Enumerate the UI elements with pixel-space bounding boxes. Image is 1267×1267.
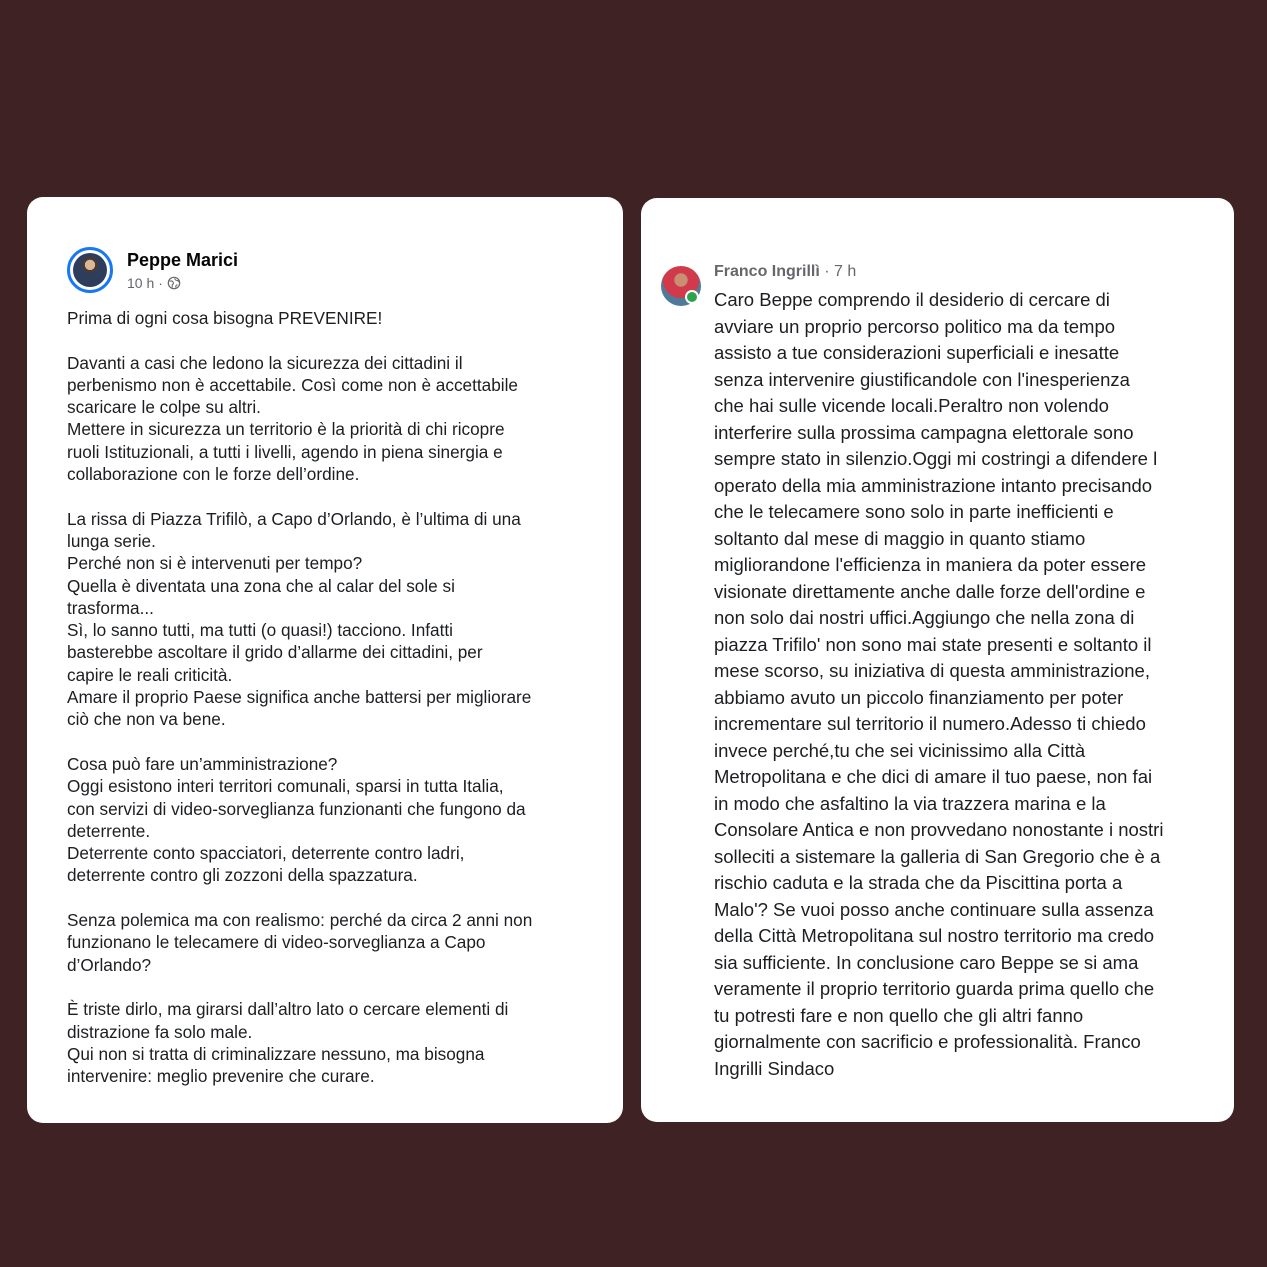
author-avatar[interactable] [67,247,113,293]
paragraph-gap [67,731,587,753]
comment-line: piazza Trifilo' non sono mai state presenti e soltanto il [714,633,1152,655]
post-paragraph [67,352,587,486]
comment-line: migliorandone l'efficienza in maniera da poter essere [714,554,1147,575]
meta-separator: · [158,275,163,291]
comment-line: Ingrilli Sindaco [714,1057,835,1079]
post-line: deterrente contro gli zozzoni della spazzatura. [67,865,418,886]
comment-line: sempre stato in silenzio.Oggi mi costringi a difendere l [714,448,1158,469]
author-name[interactable]: Peppe Marici [127,250,239,270]
post-line: con servizi di video-sorveglianza funzionanti che fungono da [67,798,526,819]
comment-line: avviare un proprio percorso politico ma da tempo [714,315,1116,337]
comment-line: che le telecamere sono solo in parte inefficienti e [714,501,1114,522]
post-header [67,247,567,297]
globe-icon[interactable] [167,276,181,290]
comment-text [714,287,1224,1082]
comment-time[interactable]: · 7 h [824,263,857,280]
comment-line: tu potresti fare e non quello che gli altri fanno [714,1004,1084,1026]
post-line: Quella è diventata una zona che al calar del sole si [67,575,455,596]
post-card [27,197,623,1123]
post-line: Sì, lo sanno tutti, ma tutti (o quasi!) tacciono. Infatti [67,620,453,641]
post-meta [127,275,181,291]
post-line: distrazione fa solo male. [67,1021,253,1042]
paragraph-gap [67,887,587,909]
comment-line: visionate direttamente anche dalle forze dell'ordine e [714,580,1146,602]
post-line: capire le reali criticità. [67,664,233,685]
post-line: perbenismo non è accettabile. Così come non è accettabile [67,374,518,395]
comment-line: rischio caduta e la strada che da Piscittina porta a [714,872,1123,893]
comment-line: veramente il proprio territorio guarda prima quello che [714,978,1155,999]
comment-line: assisto a tue considerazioni superficiali e inesatte [714,342,1120,363]
post-line: Davanti a casi che ledono la sicurezza dei cittadini il [67,352,463,373]
post-line: scaricare le colpe su altri. [67,397,261,418]
paragraph-gap [67,485,587,507]
post-line: intervenire: meglio prevenire che curare. [67,1066,375,1087]
post-paragraph [67,508,587,731]
post-line: È triste dirlo, ma girarsi dall’altro lato o cercare elementi di [67,999,509,1020]
comment-line: invece perché,tu che sei vicinissimo alla Città [714,739,1086,761]
post-line: Qui non si tratta di criminalizzare nessuno, ma bisogna [67,1043,485,1064]
online-dot [685,290,699,304]
comment-line: Malo'? Se vuoi posso anche continuare sulla assenza [714,898,1154,920]
post-line: Deterrente conto spacciatori, deterrente contro ladri, [67,843,465,864]
comment-line: Consolare Antica e non provvedano nonostante i nostri [714,819,1164,840]
post-line: Amare il proprio Paese significa anche battersi per migliorare [67,687,532,708]
post-line: trasforma... [67,597,154,618]
post-line: collaborazione con le forze dell’ordine. [67,464,360,485]
comment-line: Metropolitana e che dici di amare il tuo paese, non fai [714,766,1153,787]
comment-line: sia sufficiente. In conclusione caro Beppe se si ama [714,951,1139,973]
post-line: Mettere in sicurezza un territorio è la priorità di chi ricopre [67,419,505,440]
comment-line: che hai sulle vicende locali.Peraltro non volendo [714,395,1109,416]
post-line: Cosa può fare un’amministrazione? [67,753,338,774]
post-paragraph [67,909,587,976]
comment-line: non solo dai nostri uffici.Aggiungo che nella zona di [714,607,1135,628]
post-line: ruoli Istituzionali, a tutti i livelli, agendo in piena sinergia e [67,441,503,462]
post-line: basterebbe ascoltare il grido d’allarme dei cittadini, per [67,642,483,663]
comment-card [641,198,1234,1122]
post-line: deterrente. [67,820,151,841]
post-line: ciò che non va bene. [67,709,226,730]
comment-line: della Città Metropolitana sul nostro territorio ma credo [714,925,1155,946]
post-line: d’Orlando? [67,954,152,975]
comment-line: abbiamo avuto un piccolo finanziamento per poter [714,686,1124,708]
comment-line: senza intervenire giustificandole con l'inesperienza [714,368,1130,390]
post-line: Perché non si è intervenuti per tempo? [67,553,363,574]
paragraph-gap [67,329,587,351]
post-line: funzionano le telecamere di video-sorveglianza a Capo [67,932,486,953]
post-paragraph [67,998,587,1087]
comment-line: mese scorso, su iniziativa di questa amministrazione, [714,660,1150,681]
post-line: La rissa di Piazza Trifilò, a Capo d’Orlando, è l’ultima di una [67,508,521,529]
post-time[interactable]: 10 h [127,275,155,291]
post-line: Oggi esistono interi territori comunali, sparsi in tutta Italia, [67,776,504,797]
comment-line: giornalmente con sacrificio e professionalità. Franco [714,1031,1141,1052]
comment-line: interferire sulla prossima campagna elettorale sono [714,421,1134,443]
post-paragraph [67,753,587,887]
paragraph-gap [67,976,587,998]
profile-photo [73,253,107,287]
comment-line: incrementare sul territorio il numero.Adesso ti chiedo [714,713,1146,734]
comment-line: in modo che asfaltino la via trazzera marina e la [714,792,1106,814]
comment-line: operato della mia amministrazione intanto precisando [714,474,1153,496]
post-text [67,307,587,1087]
commenter-name[interactable]: Franco Ingrillì [714,263,820,280]
comment-line: soltanto dal mese di maggio in quanto stiamo [714,527,1086,549]
comment-line: solleciti a sistemare la galleria di San Gregorio che è a [714,845,1161,867]
comment-line: Caro Beppe comprendo il desiderio di cercare di [714,289,1110,310]
post-line: lunga serie. [67,530,156,551]
comment-header [714,263,856,281]
post-line: Prima di ogni cosa bisogna PREVENIRE! [67,308,383,328]
post-paragraph [67,307,587,329]
post-line: Senza polemica ma con realismo: perché da circa 2 anni non [67,910,533,931]
